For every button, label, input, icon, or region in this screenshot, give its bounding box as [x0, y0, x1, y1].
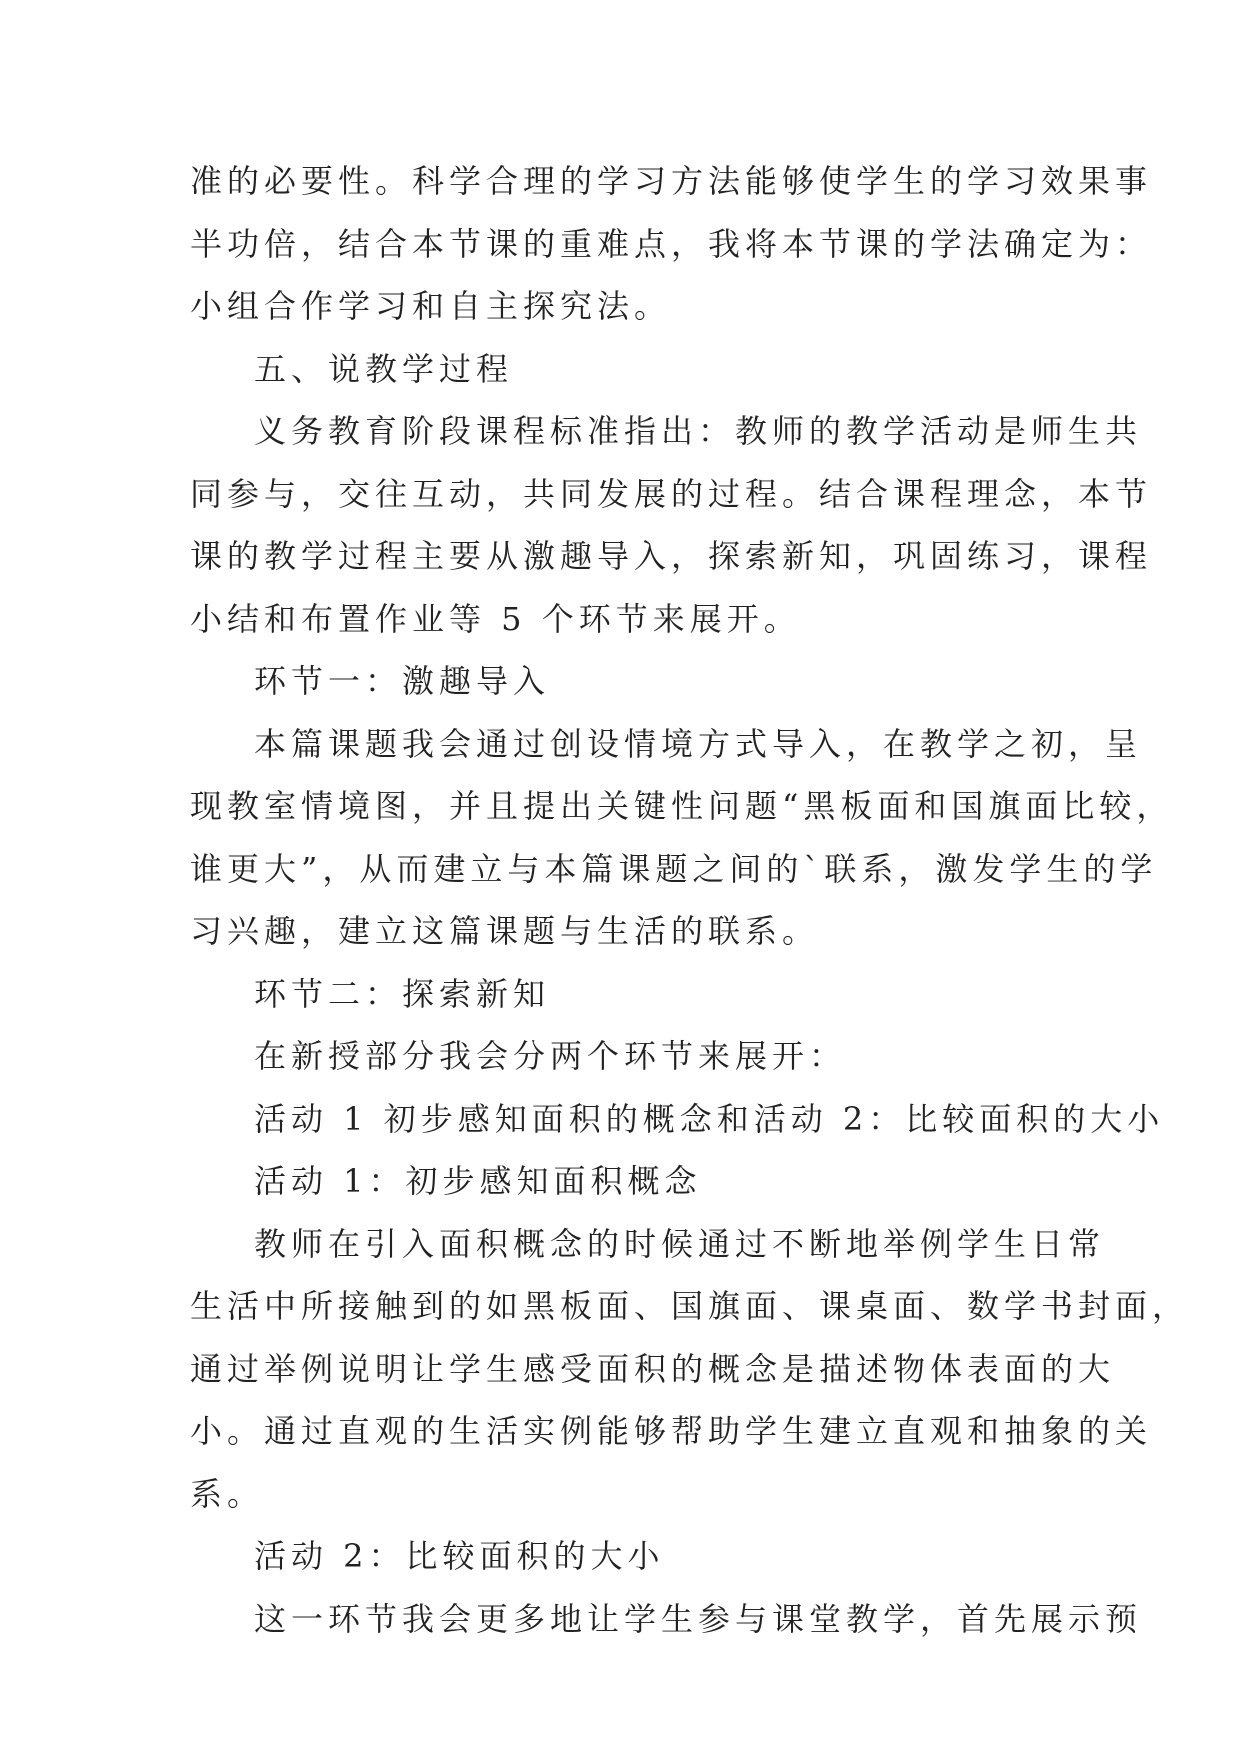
text-line: 习兴趣，建立这篇课题与生活的联系。: [190, 912, 820, 950]
activity-heading: 活动 2：比较面积的大小: [254, 1537, 665, 1575]
text-line: 半功倍，结合本节课的重难点，我将本节课的学法确定为：: [190, 224, 1153, 263]
text-line: 这一环节我会更多地让学生参与课堂教学，首先展示预: [254, 1599, 1143, 1638]
activity-heading: 活动 1：初步感知面积概念: [254, 1162, 702, 1200]
text-line: 谁更大”，从而建立与本篇课题之间的`联系，激发学生的学: [190, 849, 1158, 888]
document-body: [190, 150, 1190, 1650]
text-line: 准的必要性。科学合理的学习方法能够使学生的学习效果事: [190, 162, 1153, 200]
text-line: 小。通过直观的生活实例能够帮助学生建立直观和抽象的关: [190, 1412, 1153, 1450]
text-line: 系。: [190, 1474, 265, 1513]
text-line: 小结和布置作业等 5 个环节来展开。: [190, 599, 801, 638]
text-line: 本篇课题我会通过创设情境方式导入，在教学之初，呈: [254, 724, 1143, 763]
text-line: 小组合作学习和自主探究法。: [190, 287, 672, 325]
text-line: 通过举例说明让学生感受面积的概念是描述物体表面的大: [190, 1349, 1116, 1388]
text-line: 现教室情境图，并且提出关键性问题“黑板面和国旗面比较，: [190, 787, 1174, 825]
text-line: 教师在引入面积概念的时候通过不断地举例学生日常: [254, 1224, 1106, 1263]
subsection-heading: 环节二：探索新知: [254, 974, 551, 1013]
subsection-heading: 环节一：激趣导入: [254, 662, 551, 700]
section-heading: 五、说教学过程: [254, 349, 514, 388]
text-line: 在新授部分我会分两个环节来展开：: [254, 1037, 847, 1075]
text-line: 同参与，交往互动，共同发展的过程。结合课程理念，本节: [190, 474, 1153, 513]
text-line: 生活中所接触到的如黑板面、国旗面、课桌面、数学书封面，: [190, 1287, 1190, 1325]
text-line: 课的教学过程主要从激趣导入，探索新知，巩固练习，课程: [190, 537, 1153, 575]
text-line: 活动 1 初步感知面积的概念和活动 2：比较面积的大小: [254, 1099, 1165, 1138]
text-line: 义务教育阶段课程标准指出：教师的教学活动是师生共: [254, 412, 1143, 450]
